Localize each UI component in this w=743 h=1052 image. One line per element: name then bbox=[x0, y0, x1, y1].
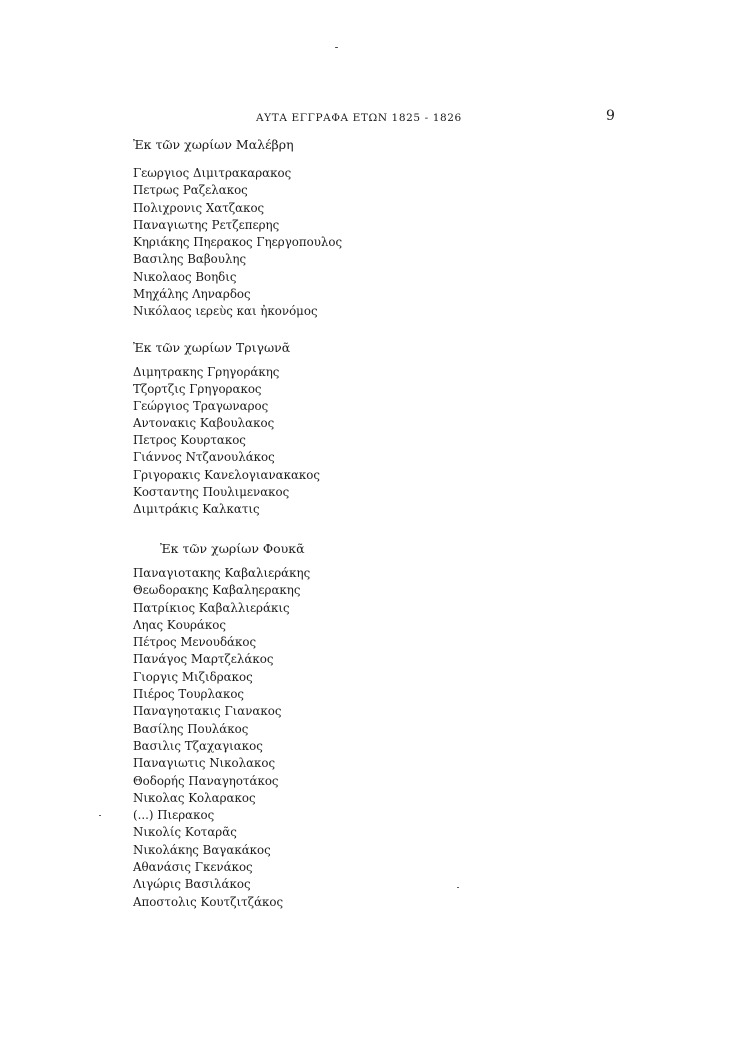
name-entry: Πολιχρονις Χατζακος bbox=[133, 200, 265, 215]
running-title: ΑΥΤΑ ΕΓΓΡΑΦΑ ΕΤΩΝ 1825 - 1826 bbox=[256, 112, 462, 124]
name-entry: Πατρίκιος Καβαλλιεράκις bbox=[133, 600, 290, 615]
name-entry: Ληας Κουράκος bbox=[133, 617, 226, 632]
name-entry: Παναγιοτακης Καβαλιεράκης bbox=[133, 566, 311, 580]
name-entry: Πετρως Ραζελακος bbox=[133, 183, 248, 198]
name-list-fouka bbox=[133, 565, 310, 911]
name-entry: Αποστολις Κουτζιτζάκος bbox=[133, 894, 284, 909]
name-entry: Θοδορής Παναγηοτάκος bbox=[133, 773, 279, 788]
name-entry: Γεώργιος Τραγωναρος bbox=[133, 399, 269, 414]
name-entry: Παναγιωτις Νικολακος bbox=[133, 756, 276, 771]
name-entry: Λιγώρις Βασιλάκος bbox=[133, 877, 251, 892]
scan-speck bbox=[99, 815, 101, 816]
name-entry: Γιοργις Μιζιδρακος bbox=[133, 669, 253, 684]
name-entry: Πέτρος Μενουδάκος bbox=[133, 635, 257, 650]
section-heading-fouka: Ἐκ τῶν χωρίων Φουκᾶ bbox=[160, 541, 305, 556]
name-entry: Γριγορακις Κανελογιανακακος bbox=[133, 467, 320, 482]
name-entry: Κοσταντης Πουλιμενακος bbox=[133, 484, 290, 499]
name-entry: Παναγιωτης Ρετζεπερης bbox=[133, 217, 280, 232]
name-entry: Πιέρος Τουρλακος bbox=[133, 687, 245, 702]
section-heading-trigona: Ἐκ τῶν χωρίων Τριγωνᾶ bbox=[133, 340, 291, 355]
name-entry: Τζορτζις Γρηγορακος bbox=[133, 382, 262, 397]
name-entry: (...) Πιερακος bbox=[133, 808, 215, 823]
name-entry: Νικολας Κολαρακος bbox=[133, 790, 256, 805]
name-entry: Βασίλης Πουλάκος bbox=[133, 721, 249, 736]
name-entry: Διμιτράκις Καλκατις bbox=[133, 501, 260, 516]
name-entry: Αντονακις Καβουλακος bbox=[133, 416, 275, 431]
name-entry: Διμητρακης Γρηγοράκης bbox=[133, 365, 280, 379]
name-entry: Κηριάκης Πηερακος Γηεργοπουλος bbox=[133, 235, 343, 250]
page-number: 9 bbox=[606, 108, 615, 124]
name-entry: Αθανάσις Γκενάκος bbox=[133, 860, 253, 875]
name-entry: Πανάγος Μαρτζελάκος bbox=[133, 652, 274, 667]
scan-speck bbox=[335, 47, 338, 48]
section-heading-malevri: Ἐκ τῶν χωρίων Μαλέβρη bbox=[133, 137, 294, 152]
name-entry: Βασιλις Τζαχαγιακος bbox=[133, 738, 263, 753]
name-entry: Μηχάλης Ληναρδος bbox=[133, 287, 251, 302]
name-list-malevri bbox=[133, 165, 342, 321]
name-entry: Γεωργιος Διμιτρακαρακος bbox=[133, 166, 292, 180]
name-entry: Βασιλης Βαβουλης bbox=[133, 252, 247, 267]
name-entry: Θεωδορακης Καβαληερακης bbox=[133, 583, 301, 598]
name-list-trigona bbox=[133, 364, 320, 518]
name-entry: Νικολίς Κοταρᾶς bbox=[133, 825, 237, 840]
name-entry: Γιάννος Ντζανουλάκος bbox=[133, 450, 275, 465]
name-entry: Νικόλαος ιερεὺς και ἠκονόμος bbox=[133, 304, 318, 319]
name-entry: Νικολαος Βοηδις bbox=[133, 269, 237, 284]
name-entry: Πετρος Κουρτακος bbox=[133, 433, 246, 448]
name-entry: Νικολάκης Βαγακάκος bbox=[133, 842, 271, 857]
name-entry: Παναγηοτακις Γιανακος bbox=[133, 704, 282, 719]
scan-speck bbox=[457, 887, 459, 888]
